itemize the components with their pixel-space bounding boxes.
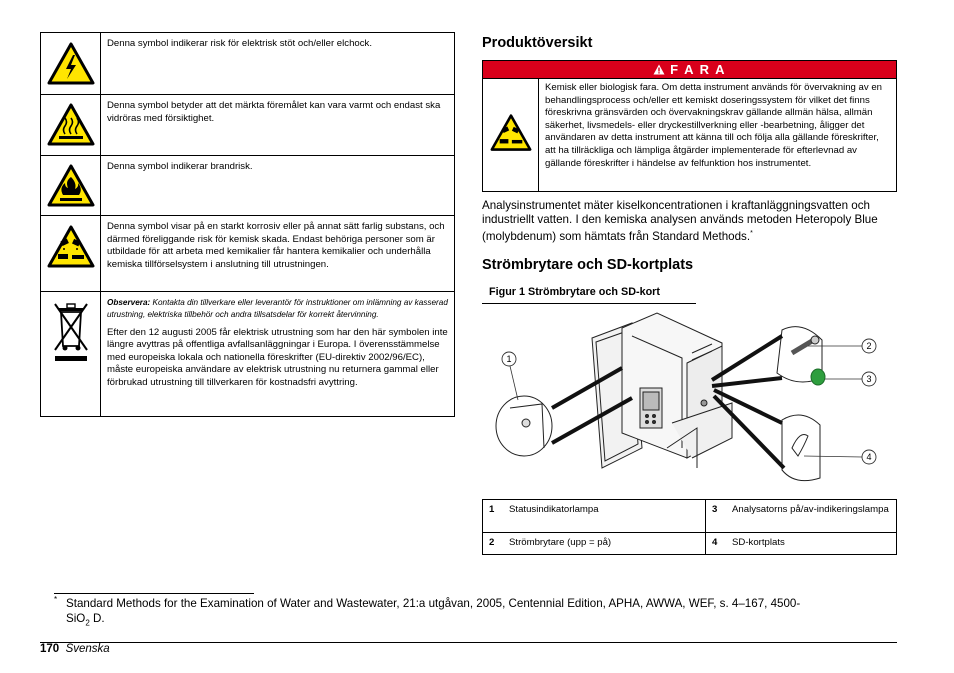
section-heading-switch: Strömbrytare och SD-kortplats [482, 257, 694, 273]
symbol-icon-cell [41, 216, 101, 292]
legend-label: SD-kortplats [726, 533, 897, 555]
symbol-description: Denna symbol indikerar risk för elektrisk stöt och/eller elchock. [101, 33, 455, 95]
electric-shock-icon [46, 41, 96, 87]
svg-text:1: 1 [506, 354, 512, 364]
section-heading-product: Produktöversikt [482, 35, 593, 51]
corrosive-icon [46, 224, 96, 270]
danger-box [482, 60, 897, 192]
symbol-icon-cell [41, 95, 101, 156]
legend-label: Strömbrytare (upp = på) [503, 533, 706, 555]
symbol-description: Denna symbol betyder att det märkta föremålet kan vara varmt och endast ska vidröras med försiktighet. [101, 95, 455, 156]
hot-surface-icon [46, 102, 96, 148]
footnote-text: Standard Methods for the Examination of Water and Wastewater, 21:a utgåvan, 2005, Centennial Edition, APHA, AWWA, WEF, s. 4–167, 4500- SiO$_2$ D. [66, 597, 801, 627]
footnote-rule [54, 593, 254, 594]
footnote-mark: * [54, 595, 58, 604]
svg-text:2: 2 [866, 341, 872, 351]
symbol-icon-cell [41, 33, 101, 95]
chemical-hazard-icon [489, 113, 533, 153]
legend-label: Statusindikatorlampa [503, 500, 706, 533]
product-paragraph: Analysinstrumentet mäter kiselkoncentrationen i kraftanläggningsvatten och industriellt vatten. I den kemiska analysen används metoden Heteropoly Blue (molybdenum) som hämtats från Standard Methods.* [482, 199, 878, 244]
footer-rule [40, 642, 897, 643]
svg-text:3: 3 [866, 374, 872, 384]
symbol-icon-cell [41, 292, 101, 417]
danger-label: F A R A [670, 62, 727, 77]
legend-number: 4 [706, 533, 727, 555]
symbol-table [40, 32, 455, 417]
recycling-note: Observera: Kontakta din tillverkare eller leverantör för instruktioner om inlämning av kasserad utrustning, elektriska tillbehör och andra tillsatsdelar för korrekt återvinning. [107, 298, 448, 319]
page-number: 170 [40, 643, 60, 655]
footer-language: Svenska [65, 643, 110, 655]
symbol-description: Denna symbol visar på en starkt korrosiv eller på annat sätt farlig substans, och därmed föreliggande risk för kemisk skada. Endast behöriga personer som är utbildade för att arbeta med kemikalier får hantera kemikalier och underhålla kemiska tillförselsystem i anslutning till utrustningen. [101, 216, 455, 292]
figure-rule [482, 303, 696, 304]
legend-number: 1 [483, 500, 504, 533]
callout-3 [825, 372, 876, 386]
fire-hazard-icon [46, 163, 96, 209]
figure-legend [482, 499, 897, 555]
danger-header [483, 61, 897, 79]
symbol-description: Denna symbol indikerar brandrisk. [101, 156, 455, 216]
callout-1 [502, 352, 518, 400]
legend-number: 3 [706, 500, 727, 533]
danger-text: Kemisk eller biologisk fara. Om detta instrument används för övervakning av en behandlingsprocess och/eller ett kemiskt doseringssystem för vilket det finns föreskrivna gränsvärden och övervakningskrav gällande allmän hälsa, allmän säkerhet, livsmedels- eller dryckestillverkning eller -bearbetning, åligger det användaren av detta instrument att känna till och följa alla gällande föreskrifter, att ha tillräckliga och lämpliga åtgärder implementerade för efterlevnad av gällande föreskrifter i händelse av felfunktion hos instrumentet. [539, 79, 897, 192]
figure-title: Figur 1 Strömbrytare och SD-kort [489, 286, 660, 298]
weee-bin-icon [51, 300, 91, 362]
weee-description: Efter den 12 augusti 2005 får elektrisk utrustning som har den här symbolen inte längre avyttras på offentliga avfallsanläggningar i Europa. I överensstämmelse med europeiska lokala och nationella föreskrifter (EU-direktiv 2002/96/EC), måste europeiska användare av elektrisk utrustning nu returnera gammal eller förbrukad utrustning till tillverkaren för kostnadsfri avyttring. [107, 326, 448, 388]
page-footer [40, 643, 110, 655]
legend-number: 2 [483, 533, 504, 555]
svg-text:4: 4 [866, 452, 872, 462]
danger-icon-cell [483, 79, 539, 192]
analyzer-illustration [496, 313, 825, 481]
legend-label: Analysatorns på/av-indikeringslampa [726, 500, 897, 533]
symbol-description [101, 292, 455, 417]
analyzer-figure [482, 308, 897, 493]
symbol-icon-cell [41, 156, 101, 216]
warning-triangle-icon [653, 64, 665, 75]
